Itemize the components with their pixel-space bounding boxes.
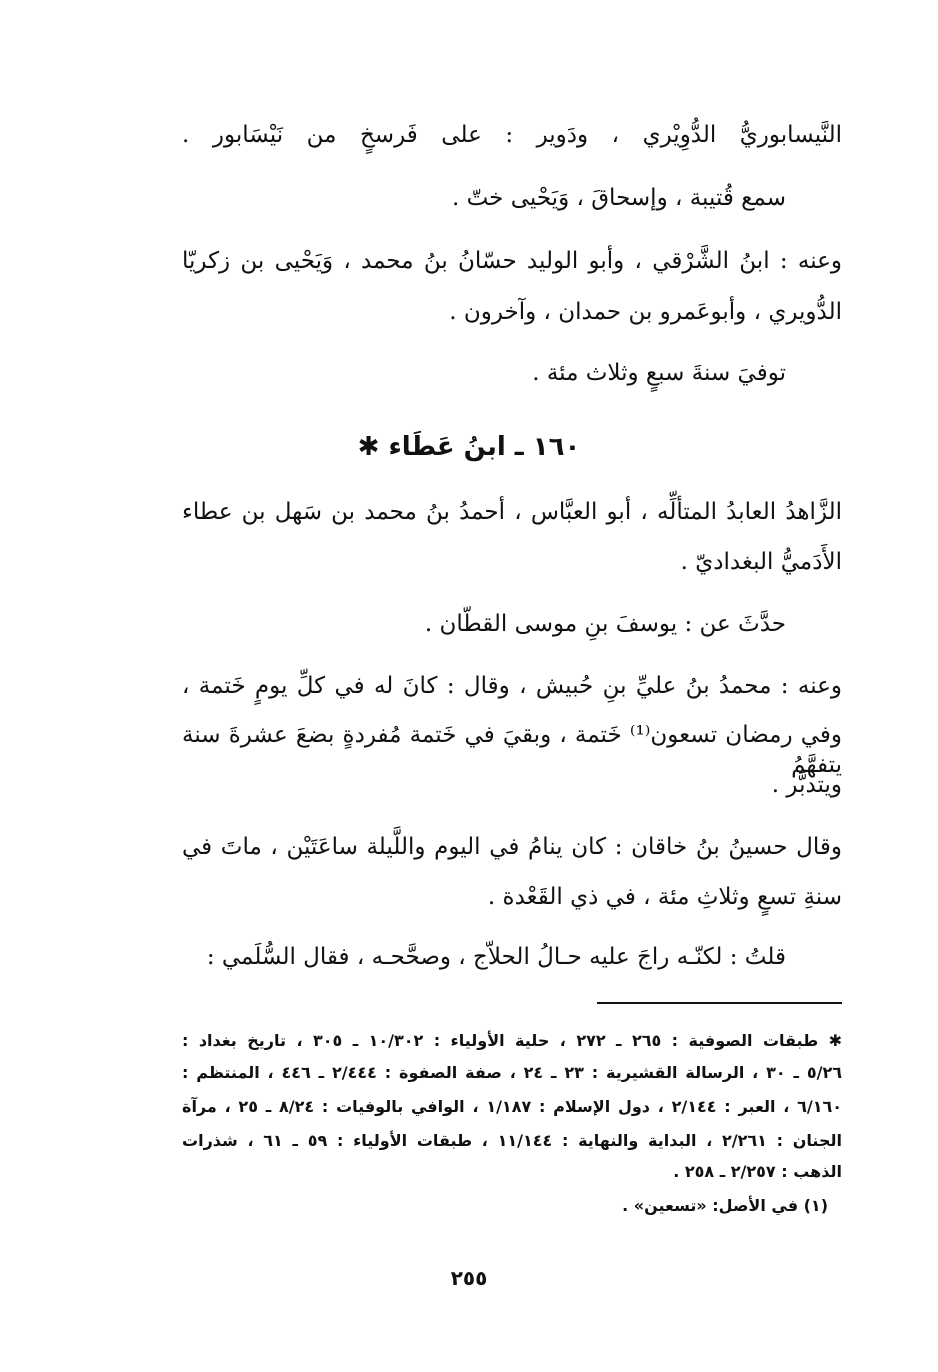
bio-line: وعنه : محمدُ بنُ عليِّ بنِ حُبيش ، وقال : كانَ له في كلِّ يومٍ خَتمة ،	[182, 673, 842, 699]
bio-line: الأَدَميُّ البغداديّ .	[680, 549, 842, 575]
footnote-line: ٥/٢٦ ـ ٣٠ ، الرسالة القشيرية : ٢٣ ـ ٢٤ ، صفة الصفوة : ٢/٤٤٤ ـ ٤٤٦ ، المنتظم :	[182, 1063, 842, 1082]
bio-line: الزَّاهدُ العابدُ المتألِّه ، أبو العبَّاس ، أحمدُ بنُ محمد بن سَهل بن عطاء	[182, 499, 842, 525]
bio-line: وقال حسينُ بنُ خاقان : كان ينامُ في اليوم واللَّيلة ساعَتَيْن ، ماتَ في	[182, 834, 842, 860]
footnote-line: (١) في الأصل: «تسعين» .	[622, 1196, 828, 1215]
bio-line: سنةِ تسعٍ وثلاثِ مئة ، في ذي القَعْدة .	[487, 884, 842, 910]
footnote-separator	[597, 1002, 842, 1004]
footnote-line: ✱ طبقات الصوفية : ٢٦٥ ـ ٢٧٢ ، حلية الأولياء : ١٠/٣٠٢ ـ ٣٠٥ ، تاريخ بغداد :	[182, 1031, 843, 1050]
body-line: النَّيسابوريُّ الدُّوِيْري ، ودَوير : على فَرسخٍ من نَيْسَابور .	[182, 122, 842, 148]
bio-line: وفي رمضان تسعون⁽¹⁾ خَتمة ، وبقيَ في خَتمة مُفردةٍ بضعَ عشرةَ سنة يتفهَّمُ	[182, 722, 842, 778]
body-line: وعنه : ابنُ الشَّرْقي ، وأبو الوليد حسّانُ بنُ محمد ، وَيَحْيى بن زكريّا	[182, 248, 842, 274]
body-line: الدُّويري ، وأبوعَمرو بن حمدان ، وآخرون .	[449, 299, 842, 325]
body-line: توفيَ سنةَ سبعٍ وثلاث مئة .	[532, 360, 786, 386]
entry-heading: ١٦٠ ـ ابنُ عَطَاء ✱	[357, 432, 581, 462]
bio-line: ويتدبَّر .	[771, 772, 842, 798]
footnote-line: الذهب : ٢/٢٥٧ ـ ٢٥٨ .	[673, 1162, 842, 1181]
page-number: ٢٥٥	[450, 1266, 488, 1290]
body-line: سمع قُتيبة ، وإسحاقَ ، وَيَحْيى ختّ .	[451, 185, 786, 211]
footnote-line: الجنان : ٢/٢٦١ ، البداية والنهاية : ١١/١٤٤ ، طبقات الأولياء : ٥٩ ـ ٦١ ، شذرات	[182, 1131, 842, 1150]
footnote-line: ٦/١٦٠ ، العبر : ٢/١٤٤ ، دول الإسلام : ١/١٨٧ ، الوافي بالوفيات : ٨/٢٤ ـ ٢٥ ، مرآة	[182, 1097, 843, 1116]
bio-line: حدَّثَ عن : يوسفَ بنِ موسى القطّان .	[424, 611, 786, 637]
bio-line: قلتُ : لكنّـه راجَ عليه حـالُ الحلاّج ، وصحَّحـه ، فقال السُّلَمي :	[206, 944, 786, 970]
